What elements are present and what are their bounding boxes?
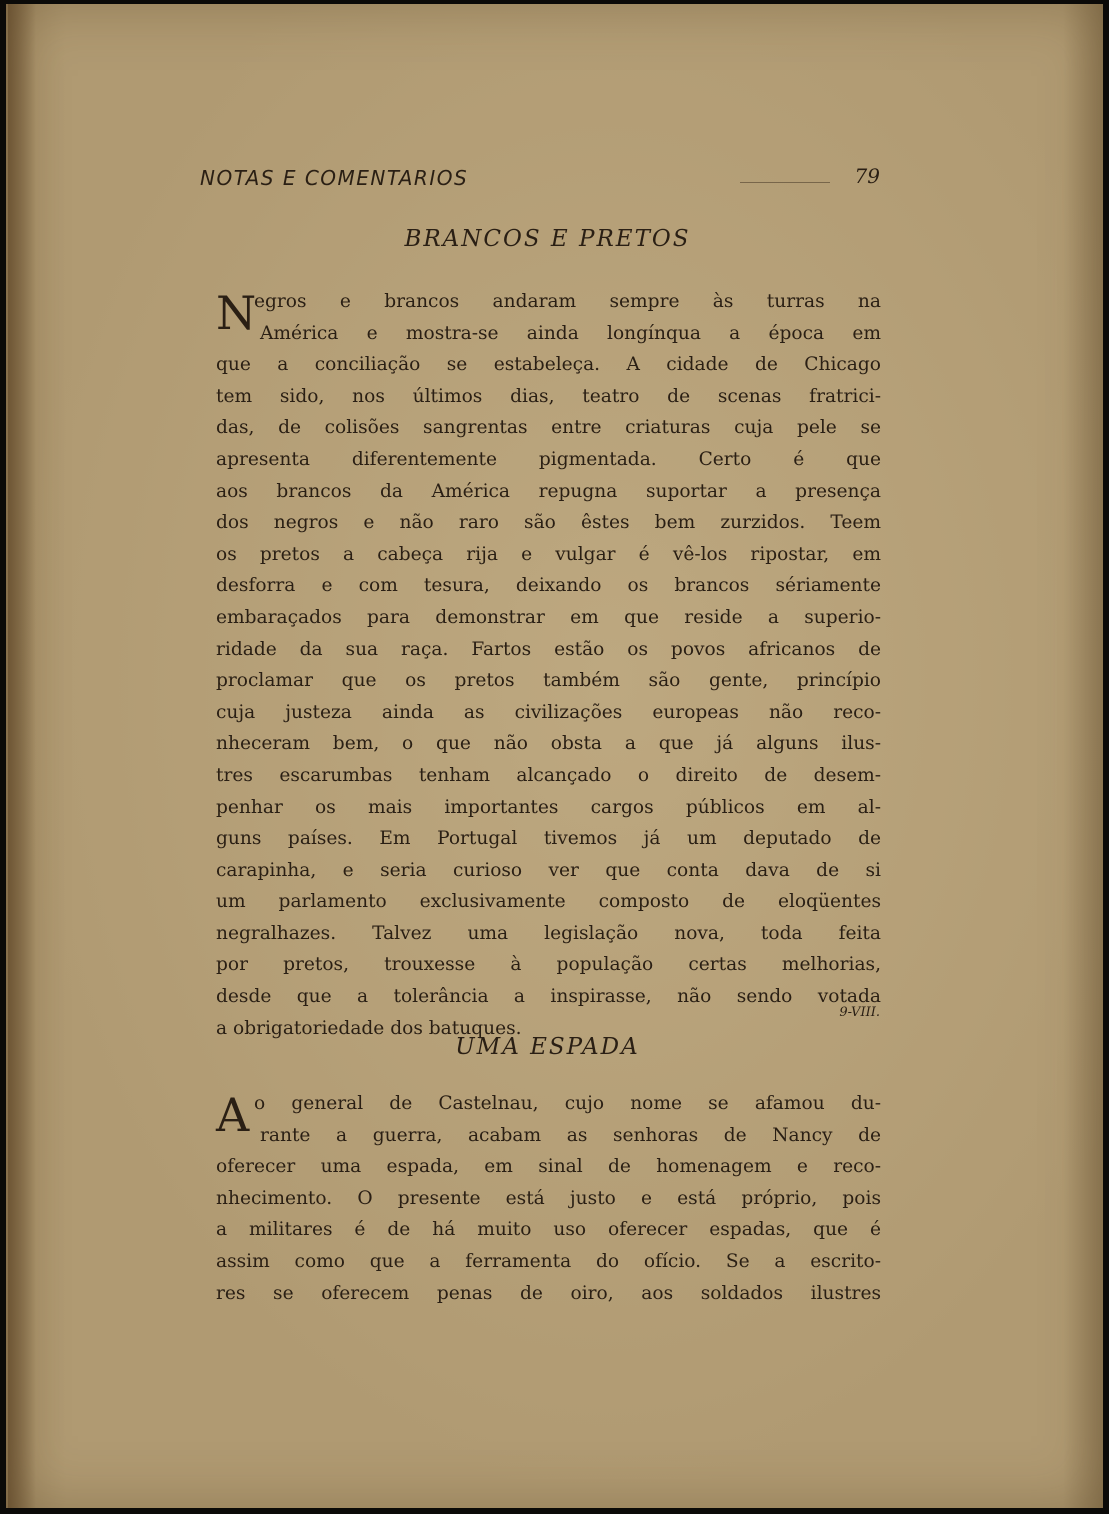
text-line: das, de colisões sangrentas entre criaturas cuja pele se: [216, 417, 881, 439]
text-line: por pretos, trouxesse à população certas melhorias,: [216, 954, 881, 976]
text-line: o general de Castelnau, cujo nome se afamou du-: [254, 1093, 881, 1114]
text-line: egros e brancos andaram sempre às turras na: [254, 291, 881, 312]
text-line: nhecimento. O presente está justo e está próprio, pois: [216, 1187, 881, 1209]
text-line: embaraçados para demonstrar em que reside a superio-: [216, 606, 881, 628]
running-head-title: NOTAS E COMENTARIOS: [200, 166, 469, 190]
text-line: cuja justeza ainda as civilizações europeas não reco-: [216, 701, 881, 723]
text-line: res se oferecem penas de oiro, aos soldados ilustres: [216, 1282, 881, 1304]
text-line: América e mostra-se ainda longínqua a época em: [260, 322, 881, 344]
text-line: os pretos a cabeça rija e vulgar é vê-los ripostar, em: [216, 543, 881, 565]
text-line: carapinha, e seria curioso ver que conta dava de si: [216, 859, 881, 881]
page-number: 79: [854, 164, 880, 188]
text-line: um parlamento exclusivamente composto de eloqüentes: [216, 891, 881, 913]
running-head-rule: [740, 182, 830, 183]
text-line: proclamar que os pretos também são gente, princípio: [216, 670, 881, 692]
text-line: ridade da sua raça. Fartos estão os povos africanos de: [216, 638, 881, 660]
text-line: desde que a tolerância a inspirasse, não sendo votada: [216, 986, 881, 1008]
text-line: assim como que a ferramenta do ofício. Se a escrito-: [216, 1250, 881, 1272]
article-body-uma-espada: [216, 1088, 881, 1309]
text-line: apresenta diferentemente pigmentada. Certo é que: [216, 448, 881, 470]
text-line: tem sido, nos últimos dias, teatro de scenas fratrici-: [216, 385, 881, 407]
article-title-uma-espada: UMA ESPADA: [455, 1034, 640, 1060]
text-line: tres escarumbas tenham alcançado o direito de desem-: [216, 764, 881, 786]
text-line: rante a guerra, acabam as senhoras de Nancy de: [260, 1124, 881, 1146]
article-title-brancos-e-pretos: BRANCOS E PRETOS: [404, 226, 691, 252]
text-line: oferecer uma espada, em sinal de homenagem e reco-: [216, 1156, 881, 1178]
text-line: aos brancos da América repugna suportar a presença: [216, 480, 881, 502]
running-head: [200, 166, 880, 196]
text-line: negralhazes. Talvez uma legislação nova, toda feita: [216, 922, 881, 944]
page-gutter: [8, 4, 36, 1508]
article-body-brancos-e-pretos: [216, 286, 881, 1044]
text-line: penhar os mais importantes cargos públicos em al-: [216, 796, 881, 818]
text-line: dos negros e não raro são êstes bem zurzidos. Teem: [216, 512, 881, 534]
text-line: a militares é de há muito uso oferecer espadas, que é: [216, 1219, 881, 1241]
article-signature: 9-VIII.: [839, 1005, 880, 1020]
dropcap-a: A: [216, 1088, 250, 1142]
text-line: guns países. Em Portugal tivemos já um deputado de: [216, 828, 881, 850]
text-line: desforra e com tesura, deixando os brancos sériamente: [216, 575, 881, 597]
text-line: a obrigatoriedade dos batuques.: [216, 1017, 522, 1039]
dropcap-n: N: [216, 286, 257, 340]
text-line: nheceram bem, o que não obsta a que já alguns ilus-: [216, 733, 881, 755]
text-line: que a conciliação se estabeleça. A cidade de Chicago: [216, 354, 881, 376]
